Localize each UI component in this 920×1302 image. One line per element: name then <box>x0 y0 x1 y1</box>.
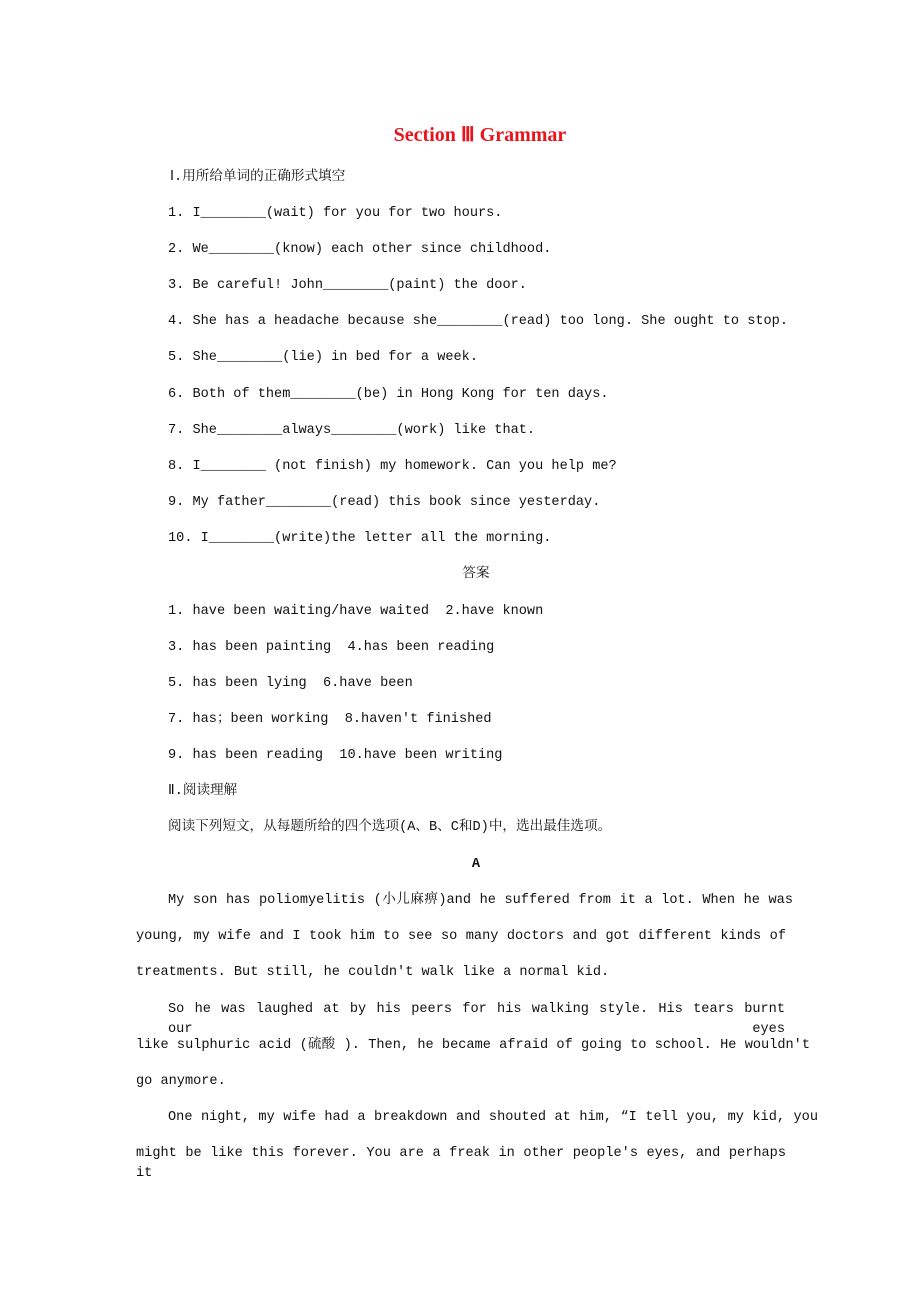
passage-line: So he was laughed at by his peers for his walking style. His tears burnt our eyes <box>168 1002 785 1037</box>
passage-line: One night, my wife had a breakdown and shouted at him, “I tell you, my kid, you <box>168 1110 818 1125</box>
answer-line: 7. has；been working 8.haven't finished <box>168 712 492 727</box>
section-1-heading: Ⅰ.用所给单词的正确形式填空 <box>170 170 346 185</box>
passage-line: like sulphuric acid (硫酸 ). Then, he became afraid of going to school. He wouldn't <box>136 1038 810 1053</box>
question-3: 3. Be careful! John________(paint) the door. <box>168 278 527 293</box>
section-2-heading: Ⅱ.阅读理解 <box>168 784 238 799</box>
page-title: Section Ⅲ Grammar <box>393 124 567 146</box>
question-8: 8. I________ (not finish) my homework. Can you help me? <box>168 459 617 474</box>
answer-line: 5. has been lying 6.have been <box>168 676 413 691</box>
passage-line: My son has poliomyelitis (小儿麻痹)and he suffered from it a lot. When he was <box>168 893 793 908</box>
answer-line: 9. has been reading 10.have been writing <box>168 748 503 763</box>
answers-heading: 答案 <box>462 567 490 582</box>
passage-line: treatments. But still, he couldn't walk like a normal kid. <box>136 965 610 980</box>
question-2: 2. We________(know) each other since childhood. <box>168 242 552 257</box>
question-9: 9. My father________(read) this book since yesterday. <box>168 495 601 510</box>
question-5: 5. She________(lie) in bed for a week. <box>168 350 478 365</box>
passage-line: might be like this forever. You are a freak in other people's eyes, and perhaps it <box>136 1146 786 1181</box>
passage-line: go anymore. <box>136 1074 226 1089</box>
passage-label: A <box>471 857 481 872</box>
question-10: 10. I________(write)the letter all the morning. <box>168 531 552 546</box>
answer-line: 3. has been painting 4.has been reading <box>168 640 495 655</box>
question-7: 7. She________always________(work) like that. <box>168 423 536 438</box>
section-2-instruction: 阅读下列短文，从每题所给的四个选项(A、B、C和D)中，选出最佳选项。 <box>168 820 612 835</box>
passage-line: young, my wife and I took him to see so many doctors and got different kinds of <box>136 929 786 944</box>
question-1: 1. I________(wait) for you for two hours. <box>168 206 503 221</box>
question-4: 4. She has a headache because she________(read) too long. She ought to stop. <box>168 314 788 329</box>
answer-line: 1. have been waiting/have waited 2.have known <box>168 604 544 619</box>
question-6: 6. Both of them________(be) in Hong Kong for ten days. <box>168 387 609 402</box>
